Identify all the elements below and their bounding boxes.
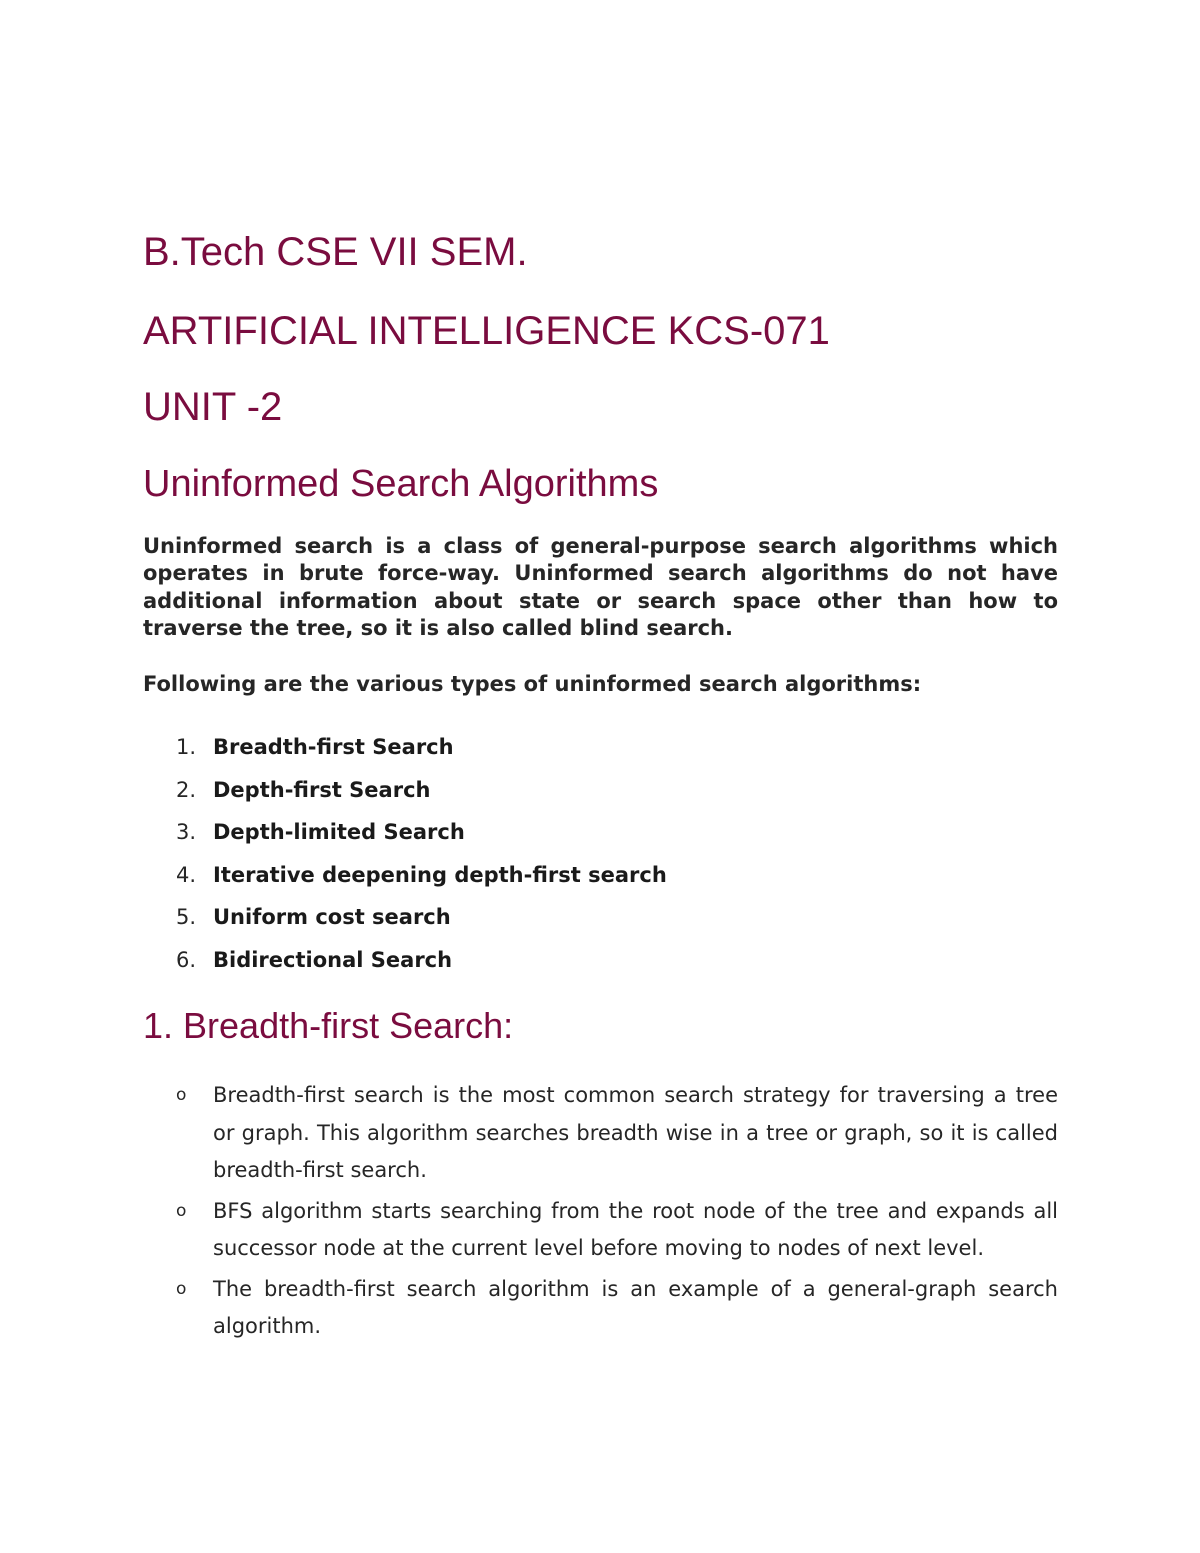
- list-item-label: Breadth-first Search: [213, 735, 454, 759]
- types-lead-text: Following are the various types of uninformed search algorithms:: [143, 672, 922, 696]
- bfs-bullet-list: [143, 1077, 1058, 1349]
- bullet-item: [143, 1193, 1058, 1268]
- list-item-label: Depth-limited Search: [213, 820, 465, 845]
- bullet-item: [143, 1077, 1058, 1190]
- bullet-text: BFS algorithm starts searching from the root node of the tree and expands all successor node at the current level before moving to nodes of next level.: [213, 1198, 1058, 1260]
- list-item-label: Bidirectional Search: [213, 947, 453, 972]
- list-item-number: 5.: [176, 905, 197, 930]
- bullet-text: Breadth-first search is the most common search strategy for traversing a tree or graph. This algorithm searches breadth wise in a tree or graph, so it is called breadth-first search.: [213, 1083, 1058, 1182]
- bullet-item: [143, 1271, 1058, 1346]
- unit-heading: UNIT -2: [143, 385, 283, 429]
- bullet-text: The breadth-first search algorithm is an example of a general-graph search algorithm.: [213, 1276, 1058, 1338]
- section-heading: Uninformed Search Algorithms: [143, 463, 659, 505]
- list-item-number: 3.: [176, 820, 197, 845]
- bullet-marker: o: [176, 1085, 187, 1105]
- course-heading: B.Tech CSE VII SEM.: [143, 230, 528, 274]
- list-item-label: Uniform cost search: [213, 905, 451, 930]
- list-item-number: 6.: [176, 947, 197, 972]
- subject-heading: ARTIFICIAL INTELLIGENCE KCS-071: [143, 309, 830, 353]
- list-item-number: 1.: [176, 735, 197, 759]
- bullet-marker: o: [176, 1278, 187, 1299]
- list-item-label: Depth-first Search: [213, 777, 431, 802]
- list-item-number: 2.: [176, 777, 197, 802]
- bullet-marker: o: [176, 1200, 187, 1221]
- list-item-label: Iterative deepening depth-first search: [213, 862, 667, 887]
- list-item-number: 4.: [176, 862, 197, 887]
- bfs-section-heading: 1. Breadth-first Search:: [143, 1005, 514, 1046]
- intro-paragraph: Uninformed search is a class of general-purpose search algorithms which operates in brute force-way. Uninformed search algorithms do not have additional information about state or search space other than how to traverse the tree, so it is also called blind search.: [143, 534, 1058, 640]
